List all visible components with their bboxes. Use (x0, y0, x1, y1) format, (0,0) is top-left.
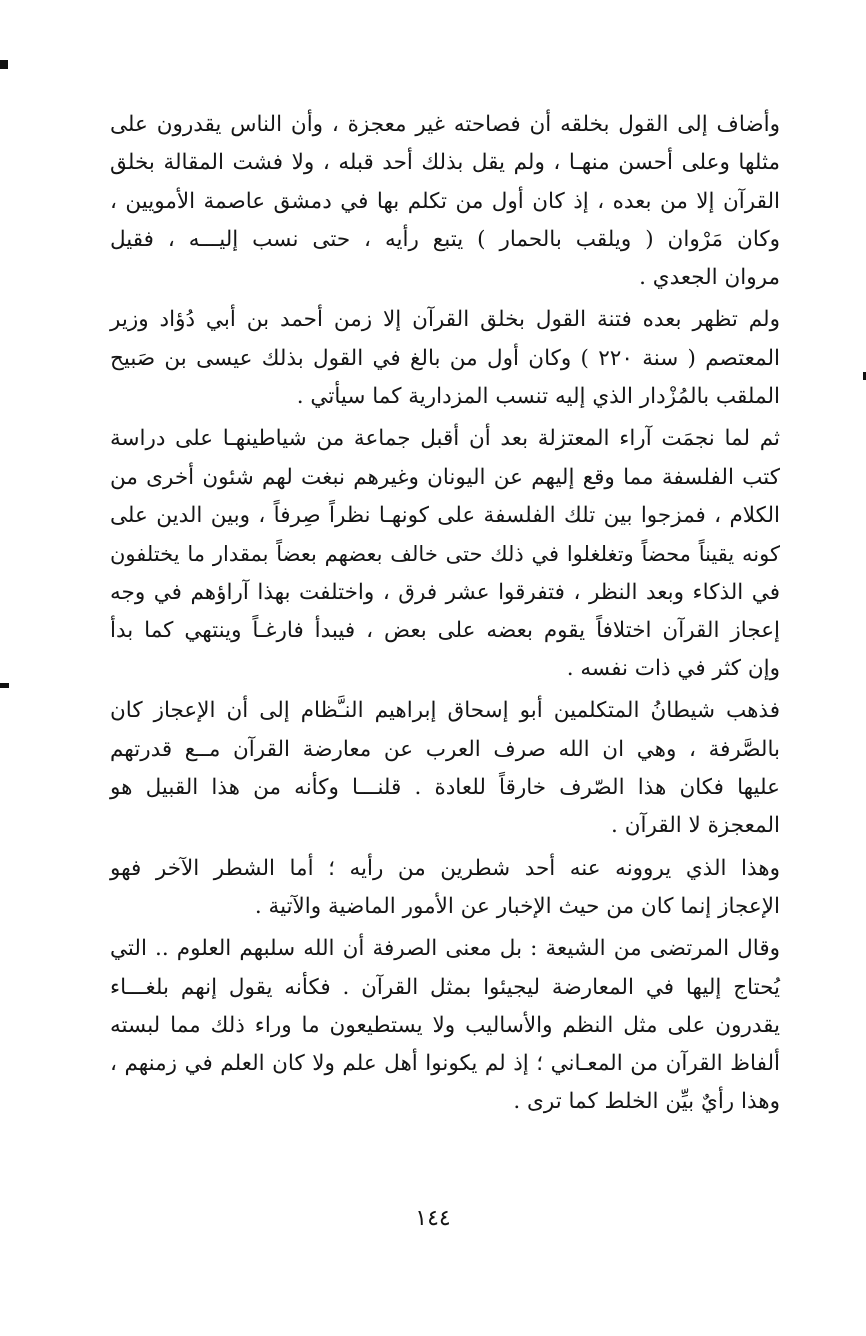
text-line: مثلها وعلى أحسن منهـا ، ولم يقل بذلك أحد قبله ، ولا فشت المقالة بخلق (110, 150, 780, 176)
text-line: فذهب شيطانُ المتكلمين أبو إسحاق إبراهيم النـَّظام إلى أن الإعجاز كان (110, 698, 780, 724)
text-line: وكان مَرْوان ( ويلقب بالحمار ) يتبع رأيه ، حتى نسب إليـــه ، فقيل (110, 226, 780, 252)
text-line: المعتصم ( سنة ٢٢٠ ) وكان أول من بالغ في القول بذلك عيسى بن صَبيح (110, 345, 780, 371)
page-number: ١٤٤ (415, 1206, 451, 1231)
text-line: يُحتاج إليها في المعارضة ليجيئوا بمثل القرآن . فكأنه يقول إنهم بلغـــاء (110, 974, 780, 1000)
text-line: الكلام ، فمزجوا بين تلك الفلسفة على كونهـا نظراً صِرفاً ، وبين الدين على (110, 502, 780, 528)
paragraph (110, 850, 780, 927)
text-line: المعجزة لا القرآن . (611, 813, 780, 839)
text-line: الإعجاز إنما كان من حيث الإخبار عن الأمور الماضية والآتية . (254, 893, 780, 919)
paragraph (110, 420, 780, 688)
paragraph (110, 301, 780, 416)
text-line: القرآن إلا من بعده ، إذ كان أول من تكلم بها في دمشق عاصمة الأمويين ، (110, 188, 780, 214)
text-line: ولم تظهر بعده فتنة القول بخلق القرآن إلا زمن أحمد بن أبي دُؤاد وزير (110, 307, 780, 333)
text-line: كونه يقيناً محضاً وتغلغلوا في ذلك حتى خالف بعضهم بعضاً بمقدار ما يختلفون (110, 542, 780, 567)
paragraph (110, 930, 780, 1121)
text-line: إعجاز القرآن اختلافاً يقوم بعضه على بعض ، فيبدأ فارغـاً وينتهي كما بدأ (110, 617, 780, 643)
text-line: مروان الجعدي . (639, 265, 780, 291)
scan-edge-mark (0, 60, 8, 69)
paragraph (110, 106, 780, 297)
text-line: وهذا الذي يروونه عنه أحد شطرين من رأيه ؛ أما الشطر الآخر فهو (110, 855, 780, 881)
scan-edge-mark (0, 683, 9, 688)
body-text (110, 106, 780, 1122)
text-line: ألفاظ القرآن من المعـاني ؛ إذ لم يكونوا أهل علم ولا كان العلم في زمنهم ، (110, 1051, 780, 1077)
text-line: كتب الفلسفة مما وقع إليهم عن اليونان وغيرهم نبغت لهم شئون أخرى من (110, 464, 780, 490)
text-line: وهذا رأيٌ بيِّن الخلط كما ترى . (513, 1089, 780, 1115)
paragraph (110, 692, 780, 845)
text-line: بالصَّرفة ، وهي ان الله صرف العرب عن معارضة القرآن مــع قدرتهم (110, 736, 780, 762)
text-line: عليها فكان هذا الصّرف خارقاً للعادة . قلنـــا وكأنه من هذا القبيل هو (110, 775, 780, 801)
text-line: في الذكاء وبعد النظر ، فتفرقوا عشر فرق ، واختلفت بهذا آراؤهم في وجه (110, 579, 780, 605)
text-line: وإن كثر في ذات نفسه . (566, 656, 780, 682)
text-line: الملقب بالمُزْدار الذي إليه تنسب المزدارية كما سيأتي . (296, 384, 780, 410)
text-line: وقال المرتضى من الشيعة : بل معنى الصرفة أن الله سلبهم العلوم .. التي (110, 936, 780, 962)
text-line: يقدرون على مثل النظم والأساليب ولا يستطيعون ما وراء ذلك مما لبسته (110, 1012, 780, 1038)
text-line: ثم لما نجمَت آراء المعتزلة بعد أن أقبل جماعة من شياطينهـا على دراسة (110, 426, 780, 452)
text-line: وأضاف إلى القول بخلقه أن فصاحته غير معجزة ، وأن الناس يقدرون على (110, 112, 780, 137)
